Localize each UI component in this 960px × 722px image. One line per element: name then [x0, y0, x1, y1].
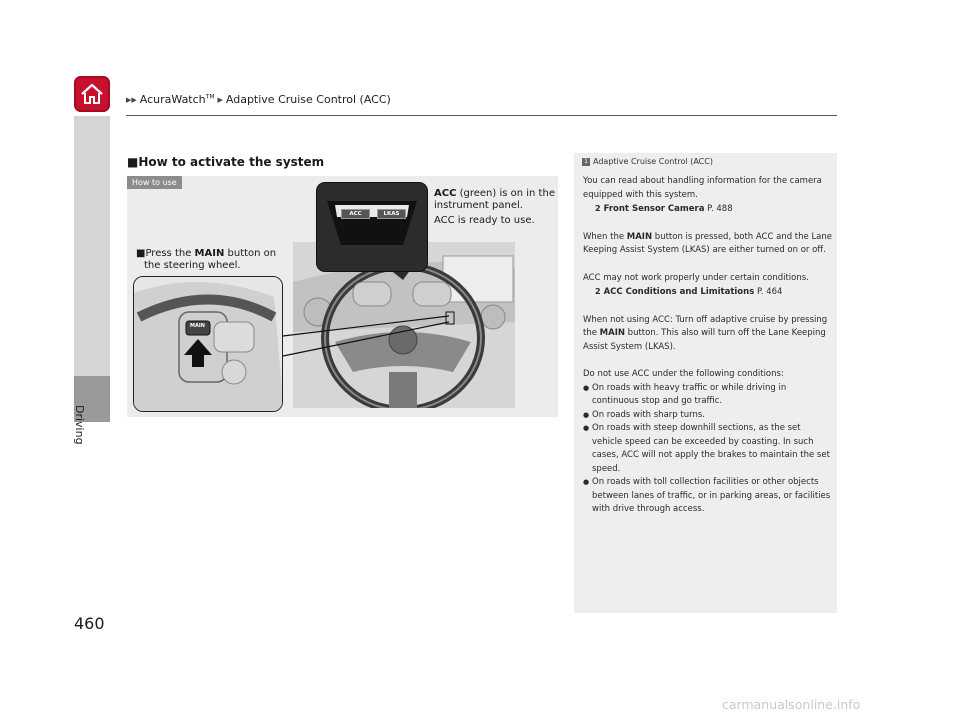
- home-button[interactable]: [74, 76, 110, 112]
- note-paragraph: ACC may not work properly under certain conditions. 2 ACC Conditions and Limitations P. 464: [583, 272, 833, 300]
- press-main-instruction: ■Press the MAIN button on the steering wheel.: [136, 248, 277, 271]
- lkas-indicator: LKAS: [377, 209, 406, 219]
- acc-indicator: ACC: [341, 209, 370, 219]
- how-to-use-figure: [127, 176, 558, 417]
- acc-status-text: ACC (green) is on in the instrument panel.: [434, 188, 555, 211]
- note-paragraph: You can read about handling information for the camera equipped with this system. 2 Front Sensor Camera P. 488: [583, 175, 833, 217]
- header-rule: [126, 115, 837, 116]
- instrument-panel-inset: [317, 183, 427, 271]
- note-title: 1 Adaptive Cruise Control (ACC): [582, 157, 713, 166]
- list-item: ● On roads with toll collection facilities or other objects between lanes of traffic, or in parking areas, or facilities with drive through access.: [583, 476, 833, 517]
- section-heading: ■How to activate the system: [127, 155, 325, 169]
- breadcrumb-link-acurawatch[interactable]: AcuraWatch™: [139, 93, 215, 106]
- breadcrumb-link-acc[interactable]: Adaptive Cruise Control (ACC): [225, 93, 391, 106]
- main-button-label: MAIN: [190, 323, 205, 329]
- reference-arrow-icon: 2: [595, 287, 601, 296]
- note-paragraph: When not using ACC: Turn off adaptive cruise by pressing the MAIN button. This also will turn off the Lane Keeping Assist System (LKAS).: [583, 314, 828, 352]
- list-item: ● On roads with sharp turns.: [583, 409, 833, 423]
- note-icon: 1: [582, 158, 590, 166]
- list-item: ● On roads with steep downhill sections, as the set vehicle speed can be exceeded by coasting. In such cases, ACC will not apply the brakes to maintain the set speed.: [583, 422, 833, 476]
- note-paragraph: When the MAIN button is pressed, both ACC and the Lane Keeping Assist System (LKAS) are either turned on or off.: [583, 231, 833, 255]
- section-tab-label: Driving: [73, 405, 86, 445]
- ref-acc-conditions[interactable]: 2 ACC Conditions and Limitations P. 464: [595, 287, 783, 297]
- condition-list: [583, 382, 833, 517]
- steering-detail-box: [133, 276, 283, 412]
- page-number: 460: [74, 614, 105, 633]
- acc-ready-text: ACC is ready to use.: [434, 215, 535, 226]
- breadcrumb-arrow-icon: ▶▶: [126, 95, 137, 104]
- breadcrumb-separator-icon: ▶: [217, 95, 223, 104]
- reference-arrow-icon: 2: [595, 204, 601, 213]
- note-paragraph: Do not use ACC under the following conditions:: [583, 369, 784, 379]
- breadcrumb: [126, 93, 391, 106]
- section-tab: [74, 116, 110, 376]
- home-icon: [79, 81, 105, 107]
- note-body: [583, 175, 833, 517]
- ref-front-sensor-camera[interactable]: 2 Front Sensor Camera P. 488: [595, 204, 733, 214]
- figure-tag: How to use: [127, 176, 182, 189]
- watermark: carmanualsonline.info: [722, 697, 861, 712]
- list-item: ● On roads with heavy traffic or while driving in continuous stop and go traffic.: [583, 382, 833, 409]
